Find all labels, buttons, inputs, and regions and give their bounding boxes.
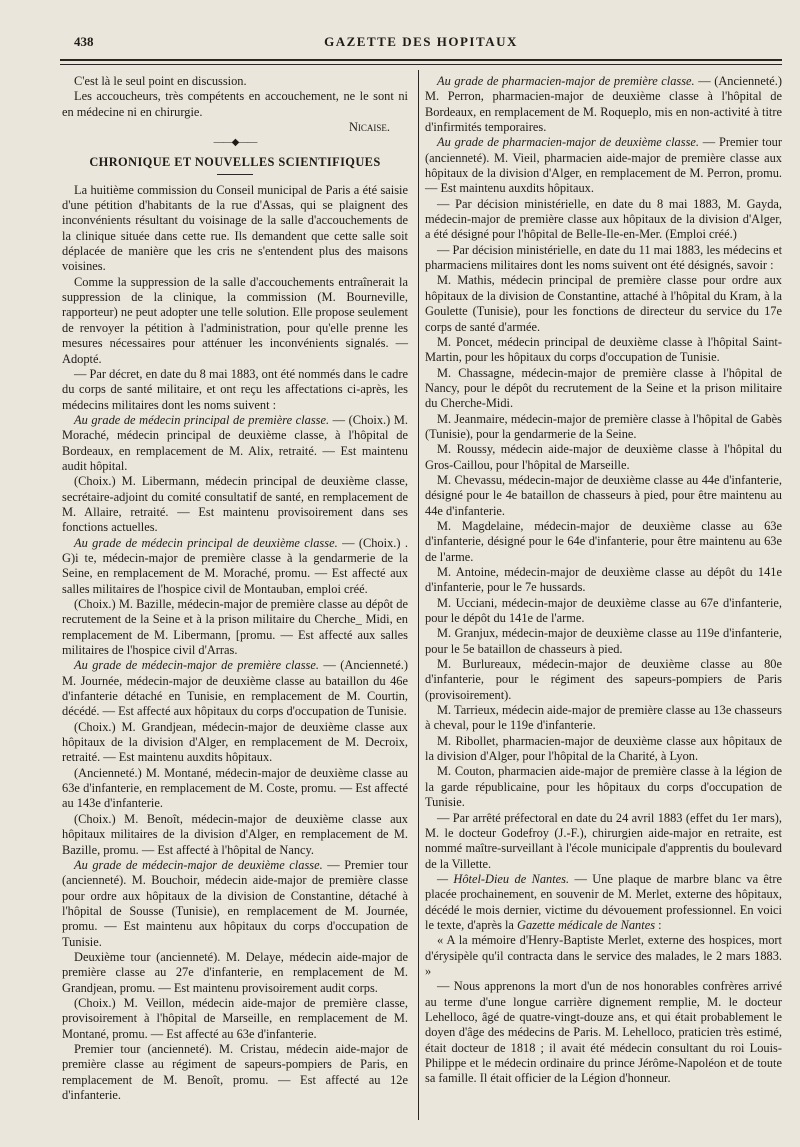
paragraph: M. Mathis, médecin principal de première classe pour ordre aux hôpitaux de la division de Constantine, attaché à l'hôpital du Kram, à la Goulette (Tunisie), pour les fonctions de directeur du service du 17e corps de santé d'armée. <box>425 273 782 334</box>
paragraph: Les accoucheurs, très compétents en accouchement, ne le sont ni en médecine ni en chirurgie. <box>62 89 408 119</box>
paragraph: M. Burlureaux, médecin-major de deuxième classe au 80e d'infanterie, pour le régiment des sapeurs-pompiers de Paris (provisoirement). <box>425 657 782 702</box>
paragraph: — Par décision ministérielle, en date du 8 mai 1883, M. Gayda, médecin-major de première classe aux hôpitaux de la division d'Alger, a été désigné pour l'hôpital de Belle-Ile-en-Mer. (Emploi créé.) <box>425 196 782 242</box>
page-header <box>60 28 782 58</box>
paragraph: M. Ucciani, médecin-major de deuxième classe au 67e d'infanterie, pour le dépôt du 141e de l'arme. <box>425 595 782 626</box>
paragraph-text: — Premier tour (ancienneté). M. Bouchoir, médecin aide-major de première classe pour ordre aux hôpitaux de la division de Constantine, détaché à l'hôpital de Sousse (Tunisie), en remplacement de M. Journée, promu. — Est maintenu aux hôpitaux du corps d'occupation de Tunisie. <box>62 857 408 949</box>
paragraph: M. Jeanmaire, médecin-major de première classe à l'hôpital de Gabès (Tunisie), pour la gendarmerie de la Seine. <box>425 411 782 441</box>
paragraph: C'est là le seul point en discussion. <box>74 74 247 88</box>
author-signature: Nicaise. <box>348 120 390 135</box>
paragraph: M. Chassagne, médecin-major de première classe à l'hôpital de Nancy, pour le dépôt du recrutement de la Seine et la prison militaire du Cherche-Midi. <box>425 365 782 411</box>
paragraph: M. Ribollet, pharmacien-major de deuxième classe aux hôpitaux de la division d'Alger, pour l'hôpital de la Charité, à Lyon. <box>425 733 782 764</box>
paragraph: M. Chevassu, médecin-major de deuxième classe au 44e d'infanterie, désigné pour le 4e bataillon de chasseurs à pied, pour être maintenu au 44e d'infanterie. <box>425 472 782 518</box>
paragraph: M. Magdelaine, médecin-major de deuxième classe au 63e d'infanterie, désigné pour le 64e d'infanterie, pour être maintenu au 63e de l'arme. <box>425 518 782 564</box>
paragraph-text: — (Choix.) . G)i te, médecin-major de première classe à la gendarmerie de la Seine, en remplacement de M. Moraché, promu. — Est affecté aux salles militaires de l'hospice civil de Montauban, emploi créé. <box>62 535 408 596</box>
paragraph-text: — (Ancienneté.) M. Journée, médecin-major de deuxième classe au bataillon du 46e d'infanterie détaché en Tunisie, en remplacement de M. Courtin, décédé. — Est affecté aux hôpitaux du corps d'occupation de Tunisie. <box>62 658 409 719</box>
paragraph-text: : <box>655 917 662 932</box>
paragraph: — Nous apprenons la mort d'un de nos honorables confrères arrivé au terme d'une longue carrière dignement remplie, M. le docteur Lehelloco, âgé de quatre-vingt-douze ans, et qui était probablement le doyen d'âge des médecins de Paris. M. Lehelloco, praticien très estimé, était docteur de 1818 ; il avait été médecin consultant du roi Louis-Philippe et le médecin ordinaire du prince Jérôme-Napoléon et de toute sa famille. Il était officier de la Légion d'honneur. <box>425 979 782 1086</box>
paragraph: (Ancienneté.) M. Montané, médecin-major de deuxième classe au 63e d'infanterie, en remplacement de M. Coste, promu. — Est affecté au 143e d'infanterie. <box>62 765 408 811</box>
paragraph <box>62 536 408 597</box>
quotation: « A la mémoire d'Henry-Baptiste Merlet, externe des hospices, mort d'érysipèle qu'il contracta dans le service des malades, le 2 mars 1883. » <box>425 933 782 978</box>
paragraph <box>425 74 782 135</box>
paragraph: M. Tarrieux, médecin aide-major de première classe au 13e chasseurs à cheval, pour le 119e d'infanterie. <box>425 703 782 733</box>
paragraph: M. Antoine, médecin-major de deuxième classe au dépôt du 141e d'infanterie, pour le 7e hussards. <box>425 565 782 595</box>
paragraph <box>62 658 408 719</box>
paragraph: M. Granjux, médecin-major de deuxième classe au 119e d'infanterie, pour le 5e bataillon de chasseurs à pied. <box>425 626 782 656</box>
paragraph: La huitième commission du Conseil municipal de Paris a été saisie d'une pétition d'habitants de la rue d'Assas, qui se plaignent des inconvénients résultant du voisinage de la salle d'accouchements de la clinique située dans cette rue. Ils demandent que cette salle soit déplacée de manière que les cris ne s'entendent plus des maisons voisines. <box>62 182 408 274</box>
paragraph <box>62 413 408 474</box>
section-ornament: ——◆—— <box>213 137 257 149</box>
paragraph <box>425 135 782 196</box>
paragraph: M. Poncet, médecin principal de deuxième classe à l'hôpital Saint-Martin, pour les hôpitaux du corps d'occupation de Tunisie. <box>425 334 782 365</box>
news-heading: — Hôtel-Dieu de Nantes. <box>437 871 570 886</box>
grade-heading: Au grade de médecin principal de deuxième classe. <box>74 535 338 550</box>
paragraph-text: — (Choix.) M. Moraché, médecin principal de deuxième classe, à l'hôpital de Bordeaux, en remplacement de M. Alix, retraité. — Est maintenu audit hôpital. <box>62 412 408 473</box>
paragraph-text: — (Ancienneté.) M. Perron, pharmacien-major de deuxième classe à l'hôpital de Bordeaux, en remplacement de M. Roqueplo, mis en non-activité à titre d'infirmités temporaires. <box>425 74 782 135</box>
paragraph: — Par arrêté préfectoral en date du 24 avril 1883 (effet du 1er mars), M. le docteur Godefroy (J.-F.), chirurgien aide-major en retraite, est nommé maître-surveillant à l'école municipale d'apprentis du boulevard de la Villette. <box>425 810 782 871</box>
column-separator <box>418 70 419 1120</box>
section-title-rule <box>217 174 253 175</box>
paragraph-text: — Premier tour (ancienneté). M. Vieil, pharmacien aide-major de première classe aux hôpitaux de la division d'Alger, en remplacement de M. Perron, promu. — Est maintenu auxdits hôpitaux. <box>425 135 782 196</box>
paragraph: (Choix.) M. Bazille, médecin-major de première classe au dépôt de recrutement de la Seine et à la prison militaire du Cherche_ Midi, en remplacement de M. Libermann, [promu. — Est affecté aux salles militaires de l'hospice civil d'Arras. <box>62 597 408 658</box>
paragraph <box>62 858 408 950</box>
paragraph-text: — Une plaque de marbre blanc va être placée prochainement, en souvenir de M. Merlet, externe des hôpitaux, décédé le mois dernier, victime du dévouement professionnel. En voici le texte, d'après la <box>425 871 783 932</box>
paragraph: (Choix.) M. Veillon, médecin aide-major de première classe, provisoirement à l'hôpital de Marseille, en remplacement de M. Montané, promu. — Est affecté au 63e d'infanterie. <box>62 995 408 1041</box>
paragraph: Premier tour (ancienneté). M. Cristau, médecin aide-major de première classe au régiment de sapeurs-pompiers de Paris, en remplacement de M. Benoît, promu. — Est affecté au 12e d'infanterie. <box>62 1041 408 1102</box>
grade-heading: Au grade de médecin-major de première classe. <box>74 658 319 673</box>
paragraph: Deuxième tour (ancienneté). M. Delaye, médecin aide-major de première classe au 27e d'infanterie, en remplacement de M. Grandjean, promu. — Est maintenu provisoirement audit corps. <box>62 949 408 995</box>
page-number: 438 <box>74 34 94 49</box>
section-title: CHRONIQUE ET NOUVELLES SCIENTIFIQUES <box>89 155 381 170</box>
paragraph: (Choix.) M. Benoît, médecin-major de deuxième classe aux hôpitaux militaires de la division d'Alger, en remplacement de M. Bazille, promu. — Est affecté à l'hôpital de Nancy. <box>62 811 408 857</box>
paragraph: (Choix.) M. Libermann, médecin principal de deuxième classe, secrétaire-adjoint du comité consultatif de santé, en remplacement de M. Allaire, retraité. — Est maintenu provisoirement dans ses fonctions actuelles. <box>62 474 408 535</box>
header-rule-thin <box>60 64 782 65</box>
grade-heading: Au grade de médecin principal de première classe. <box>74 412 330 427</box>
paragraph: — Par décision ministérielle, en date du 11 mai 1883, les médecins et pharmaciens militaires dont les noms suivent ont été désignés, savoir : <box>425 242 783 273</box>
paragraph: M. Couton, pharmacien aide-major de première classe à la légion de la garde républicaine, pour les hôpitaux du corps d'occupation de Tunisie. <box>425 764 782 810</box>
grade-heading: Au grade de médecin-major de deuxième classe. <box>74 857 323 872</box>
journal-title: GAZETTE DES HOPITAUX <box>324 34 518 49</box>
grade-heading: Au grade de pharmacien-major de première classe. <box>437 74 695 88</box>
paragraph <box>425 872 782 933</box>
grade-heading: Au grade de pharmacien-major de deuxième classe. <box>437 135 699 150</box>
right-column <box>425 74 782 1087</box>
left-column <box>62 74 408 1103</box>
header-rule-thick <box>60 59 782 61</box>
paragraph: M. Roussy, médecin aide-major de deuxième classe à l'hôpital du Gros-Caillou, pour l'hôpital de Marseille. <box>425 442 782 472</box>
paragraph: Comme la suppression de la salle d'accouchements entraînerait la suppression de la clinique, la commission (M. Bourneville, rapporteur) ne peut adopter une telle solution. Elle propose seulement de renvoyer la pétition à l'administration, pour qu'elle prenne les mesures nécessaires pour atténuer les inconvénients signalés. — Adopté. <box>62 274 408 366</box>
paragraph: (Choix.) M. Grandjean, médecin-major de deuxième classe aux hôpitaux de la division d'Alger, en remplacement de M. Decroix, retraité. — Est maintenu auxdits hôpitaux. <box>62 719 408 765</box>
source-title: Gazette médicale de Nantes <box>517 917 656 932</box>
paragraph: — Par décret, en date du 8 mai 1883, ont été nommés dans le cadre du corps de santé militaire, et ont reçu les affectations ci-après, les médecins militaires dont les noms suivent : <box>62 366 408 412</box>
